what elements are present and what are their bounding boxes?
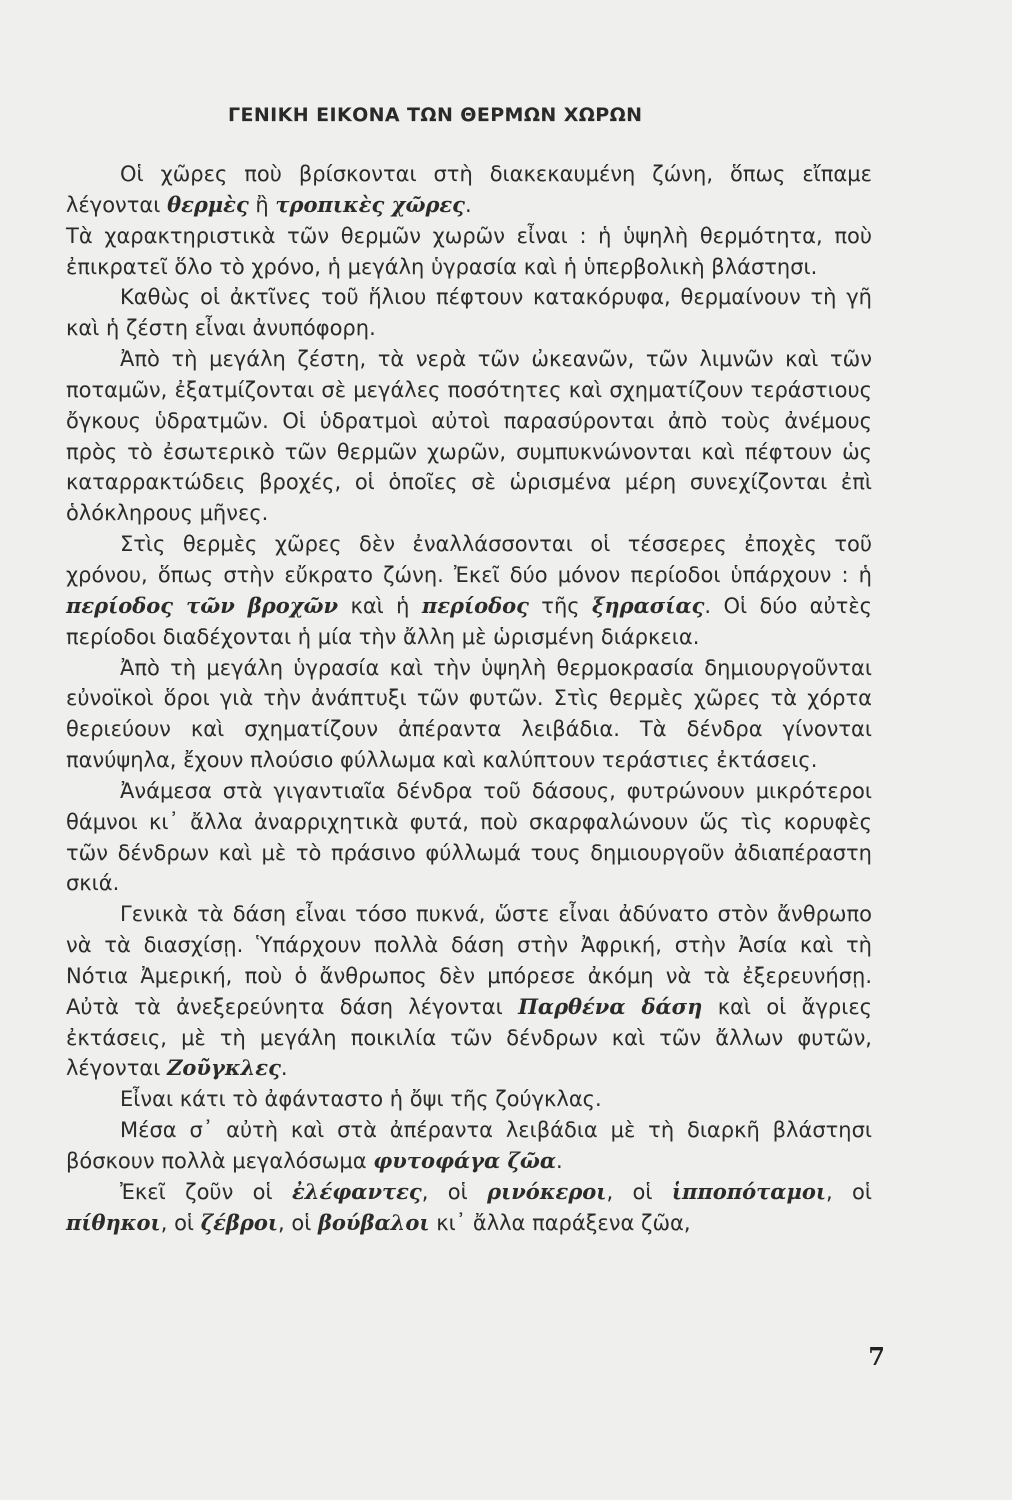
paragraph-5: [66, 529, 872, 652]
italic-term: πίθηκοι: [66, 1209, 161, 1235]
italic-term: περίοδος τῶν βροχῶν: [66, 592, 339, 618]
body-text: [66, 159, 872, 1239]
text-run: τῆς: [528, 593, 592, 618]
text-run: ἢ: [248, 192, 276, 217]
text-run: , οἱ: [160, 1210, 201, 1235]
paragraph-4: Ἀπὸ τὴ μεγάλη ζέστη, τὰ νερὰ τῶν ὠκεανῶν, τῶν λιμνῶν καὶ τῶν ποταμῶν, ἐξατμίζονται σὲ μεγάλες ποσότητες καὶ σχηματίζουν τεράστιους ὄγκους ὑδρατμῶν. Οἱ ὑδρατμοὶ αὐτοὶ παρασύρονται ἀπὸ τοὺς ἀνέμους πρὸς τὸ ἐσωτερικὸ τῶν θερμῶν χωρῶν, συμπυκνώνονται καὶ πέφτουν ὡς καταρρακτώδεις βροχές, οἱ ὁποῖες σὲ ὡρισμένα μέρη συνεχίζονται ἐπὶ ὁλόκληρους μῆνες.: [66, 347, 872, 526]
text-run: Γενικὰ τὰ δάση εἶναι τόσο πυκνά, ὥστε εἶναι ἀδύνατο στὸν ἄνθρωπο νὰ τὰ διασχίσῃ. Ὑπάρχουν πολλὰ δάση στὴν Ἀφρική, στὴν Ἀσία καὶ τὴ Νότια Ἀμερική, ποὺ ὁ ἄνθρωπος δὲν μπόρεσε ἀκόμη νὰ τὰ ἐξερευνήσῃ. Αὐτὰ τὰ ἀνεξερεύνητα δάση λέγονται: [66, 902, 872, 1019]
paragraph-10: [66, 1115, 872, 1177]
text-run: .: [464, 192, 472, 217]
italic-term: ρινόκεροι: [487, 1178, 607, 1204]
paragraph-9: Εἶναι κάτι τὸ ἀφάνταστο ἡ ὄψι τῆς ζούγκλας.: [120, 1087, 602, 1112]
text-run: , οἱ: [278, 1210, 318, 1235]
page-title: ΓΕΝΙΚΗ ΕΙΚΟΝΑ ΤΩΝ ΘΕΡΜΩΝ ΧΩΡΩΝ: [228, 104, 643, 126]
italic-term: θερμὲς: [167, 191, 249, 217]
italic-term: βούβαλοι: [317, 1209, 430, 1235]
italic-term: τροπικὲς χῶρες: [275, 191, 465, 217]
text-run: Οἱ χῶρες ποὺ βρίσκονται στὴ διακεκαυμένη ζώνη, ὅπως εἴπαμε λέγονται: [66, 162, 872, 217]
text-run: .: [556, 1149, 563, 1173]
text-run: .: [280, 1056, 288, 1081]
italic-term: ἱπποπόταμοι: [671, 1178, 826, 1204]
italic-term: Ζοῦγκλες: [167, 1055, 281, 1081]
paragraph-3: Καθὼς οἱ ἀκτῖνες τοῦ ἥλιου πέφτουν κατακόρυφα, θερμαίνουν τὴ γῆ καὶ ἡ ζέστη εἶναι ἀνυπόφορη.: [66, 285, 872, 341]
paragraph-7: Ἀνάμεσα στὰ γιγαντιαῖα δένδρα τοῦ δάσους, φυτρώνουν μικρότεροι θάμνοι κι᾿ ἄλλα ἀναρριχητικὰ φυτά, ποὺ σκαρφαλώνουν ὥς τὶς κορυφὲς τῶν δένδρων καὶ μὲ τὸ πράσινο φύλλωμά τους δημιουργοῦν ἀδιαπέραστη σκιά.: [66, 778, 872, 896]
text-run: καὶ οἱ ἄγριες ἐκτάσεις, μὲ τὴ μεγάλη ποικιλία τῶν δένδρων καὶ τῶν ἄλλων φυτῶν, λέγονται: [66, 994, 872, 1081]
text-run: καὶ ἡ: [338, 593, 422, 618]
italic-term: ἐλέφαντες: [292, 1178, 422, 1204]
paragraph-8: [66, 899, 872, 1084]
paragraph-2: Τὰ χαρακτηριστικὰ τῶν θερμῶν χωρῶν εἶναι : ἡ ὑψηλὴ θερμότητα, ποὺ ἐπικρατεῖ ὅλο τὸ χρόνο, ἡ μεγάλη ὑγρασία καὶ ἡ ὑπερβολικὴ βλάστησι.: [66, 223, 872, 279]
text-run: , οἱ: [606, 1179, 672, 1204]
italic-term: περίοδος: [421, 592, 529, 618]
page-number: 7: [868, 1342, 885, 1371]
paragraph-11: [66, 1177, 872, 1239]
text-run: . Οἱ δύο αὐτὲς περίοδοι διαδέχονται ἡ μία τὴν ἄλλη μὲ ὡρισμένη διάρκεια.: [66, 593, 872, 649]
paragraph-6: Ἀπὸ τὴ μεγάλη ὑγρασία καὶ τὴν ὑψηλὴ θερμοκρασία δημιουργοῦνται εὐνοϊκοὶ ὅροι γιὰ τὴν ἀνάπτυξι τῶν φυτῶν. Στὶς θερμὲς χῶρες τὰ χόρτα θεριεύουν καὶ σχηματίζουν ἀπέραντα λειβάδια. Τὰ δένδρα γίνονται πανύψηλα, ἔχουν πλούσιο φύλλωμα καὶ καλύπτουν τεράστιες ἐκτάσεις.: [66, 655, 872, 773]
paragraph-1: [66, 159, 872, 221]
italic-term: φυτοφάγα ζῶα: [373, 1148, 557, 1173]
text-run: κι᾿ ἄλλα παράξενα ζῶα,: [429, 1210, 691, 1235]
text-run: , οἱ: [421, 1179, 488, 1204]
text-run: Στὶς θερμὲς χῶρες δὲν ἐναλλάσσονται οἱ τέσσερες ἐποχὲς τοῦ χρόνου, ὅπως στὴν εὔκρατο ζώνη. Ἐκεῖ δύο μόνον περίοδοι ὑπάρχουν : ἡ: [66, 532, 872, 587]
text-run: , οἱ: [826, 1179, 873, 1204]
italic-term: Παρθένα δάση: [518, 993, 703, 1019]
italic-term: ζέβροι: [200, 1209, 278, 1235]
text-run: Ἐκεῖ ζοῦν οἱ: [120, 1179, 293, 1204]
italic-term: ξηρασίας: [591, 592, 705, 618]
text-run: Μέσα σ᾿ αὐτὴ καὶ στὰ ἀπέραντα λειβάδια μὲ τὴ διαρκῆ βλάστησι βόσκουν πολλὰ μεγαλόσωμα: [66, 1118, 872, 1173]
